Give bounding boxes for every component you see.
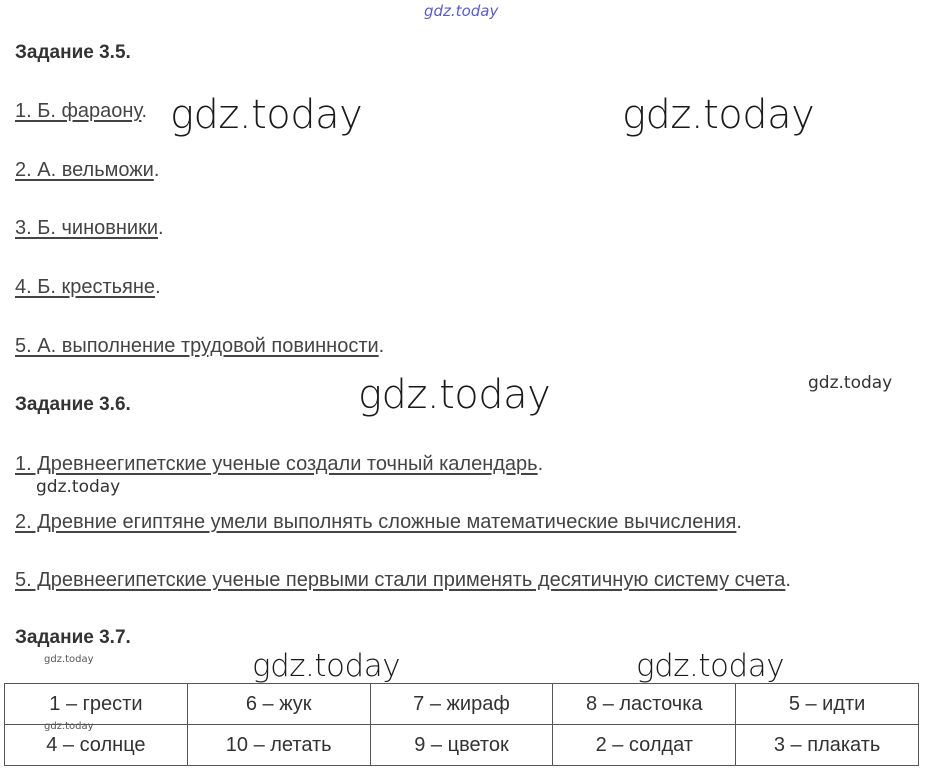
table-row: [5, 684, 919, 725]
table-row: [5, 725, 919, 766]
answer-item: 5. А. выполнение трудовой повинности.: [15, 335, 385, 357]
task-3-6-heading: Задание 3.6.: [15, 394, 131, 415]
answer-item: 3. Б. чиновники.: [15, 217, 164, 239]
answer-item: 2. А. вельможи.: [15, 159, 160, 181]
task-3-5-heading: Задание 3.5.: [15, 42, 131, 63]
table-cell: 4 – солнце: [5, 725, 188, 766]
watermark-small: gdz.today: [44, 654, 94, 665]
watermark-medium: gdz.today: [36, 477, 121, 497]
watermark-medium: gdz.today: [808, 373, 893, 393]
watermark-small: gdz.today: [44, 721, 94, 732]
watermark-large: gdz.today: [170, 92, 363, 138]
answer-item: 1. Б. фараону.: [15, 100, 148, 122]
watermark-large: gdz.today: [252, 648, 401, 684]
table-cell: 6 – жук: [187, 684, 370, 725]
table-cell: 5 – идти: [736, 684, 919, 725]
matching-table: [4, 683, 919, 766]
table-cell: 1 – грести: [5, 684, 188, 725]
answer-item: 4. Б. крестьяне.: [15, 276, 161, 298]
watermark-large: gdz.today: [358, 372, 551, 418]
table-cell: 10 – летать: [187, 725, 370, 766]
answer-item: 2. Древние египтяне умели выполнять сложные математические вычисления.: [15, 511, 742, 533]
table-cell: 7 – жираф: [370, 684, 553, 725]
answer-item: 1. Древнеегипетские ученые создали точный календарь.: [15, 453, 544, 475]
table-cell: 2 – солдат: [553, 725, 736, 766]
task-3-7-heading: Задание 3.7.: [15, 627, 131, 648]
watermark-top: gdz.today: [424, 2, 499, 20]
watermark-large: gdz.today: [622, 92, 815, 138]
table-cell: 3 – плакать: [736, 725, 919, 766]
answer-item: 5. Древнеегипетские ученые первыми стали применять десятичную систему счета.: [15, 569, 791, 591]
watermark-large: gdz.today: [636, 648, 785, 684]
table-cell: 9 – цветок: [370, 725, 553, 766]
table-cell: 8 – ласточка: [553, 684, 736, 725]
